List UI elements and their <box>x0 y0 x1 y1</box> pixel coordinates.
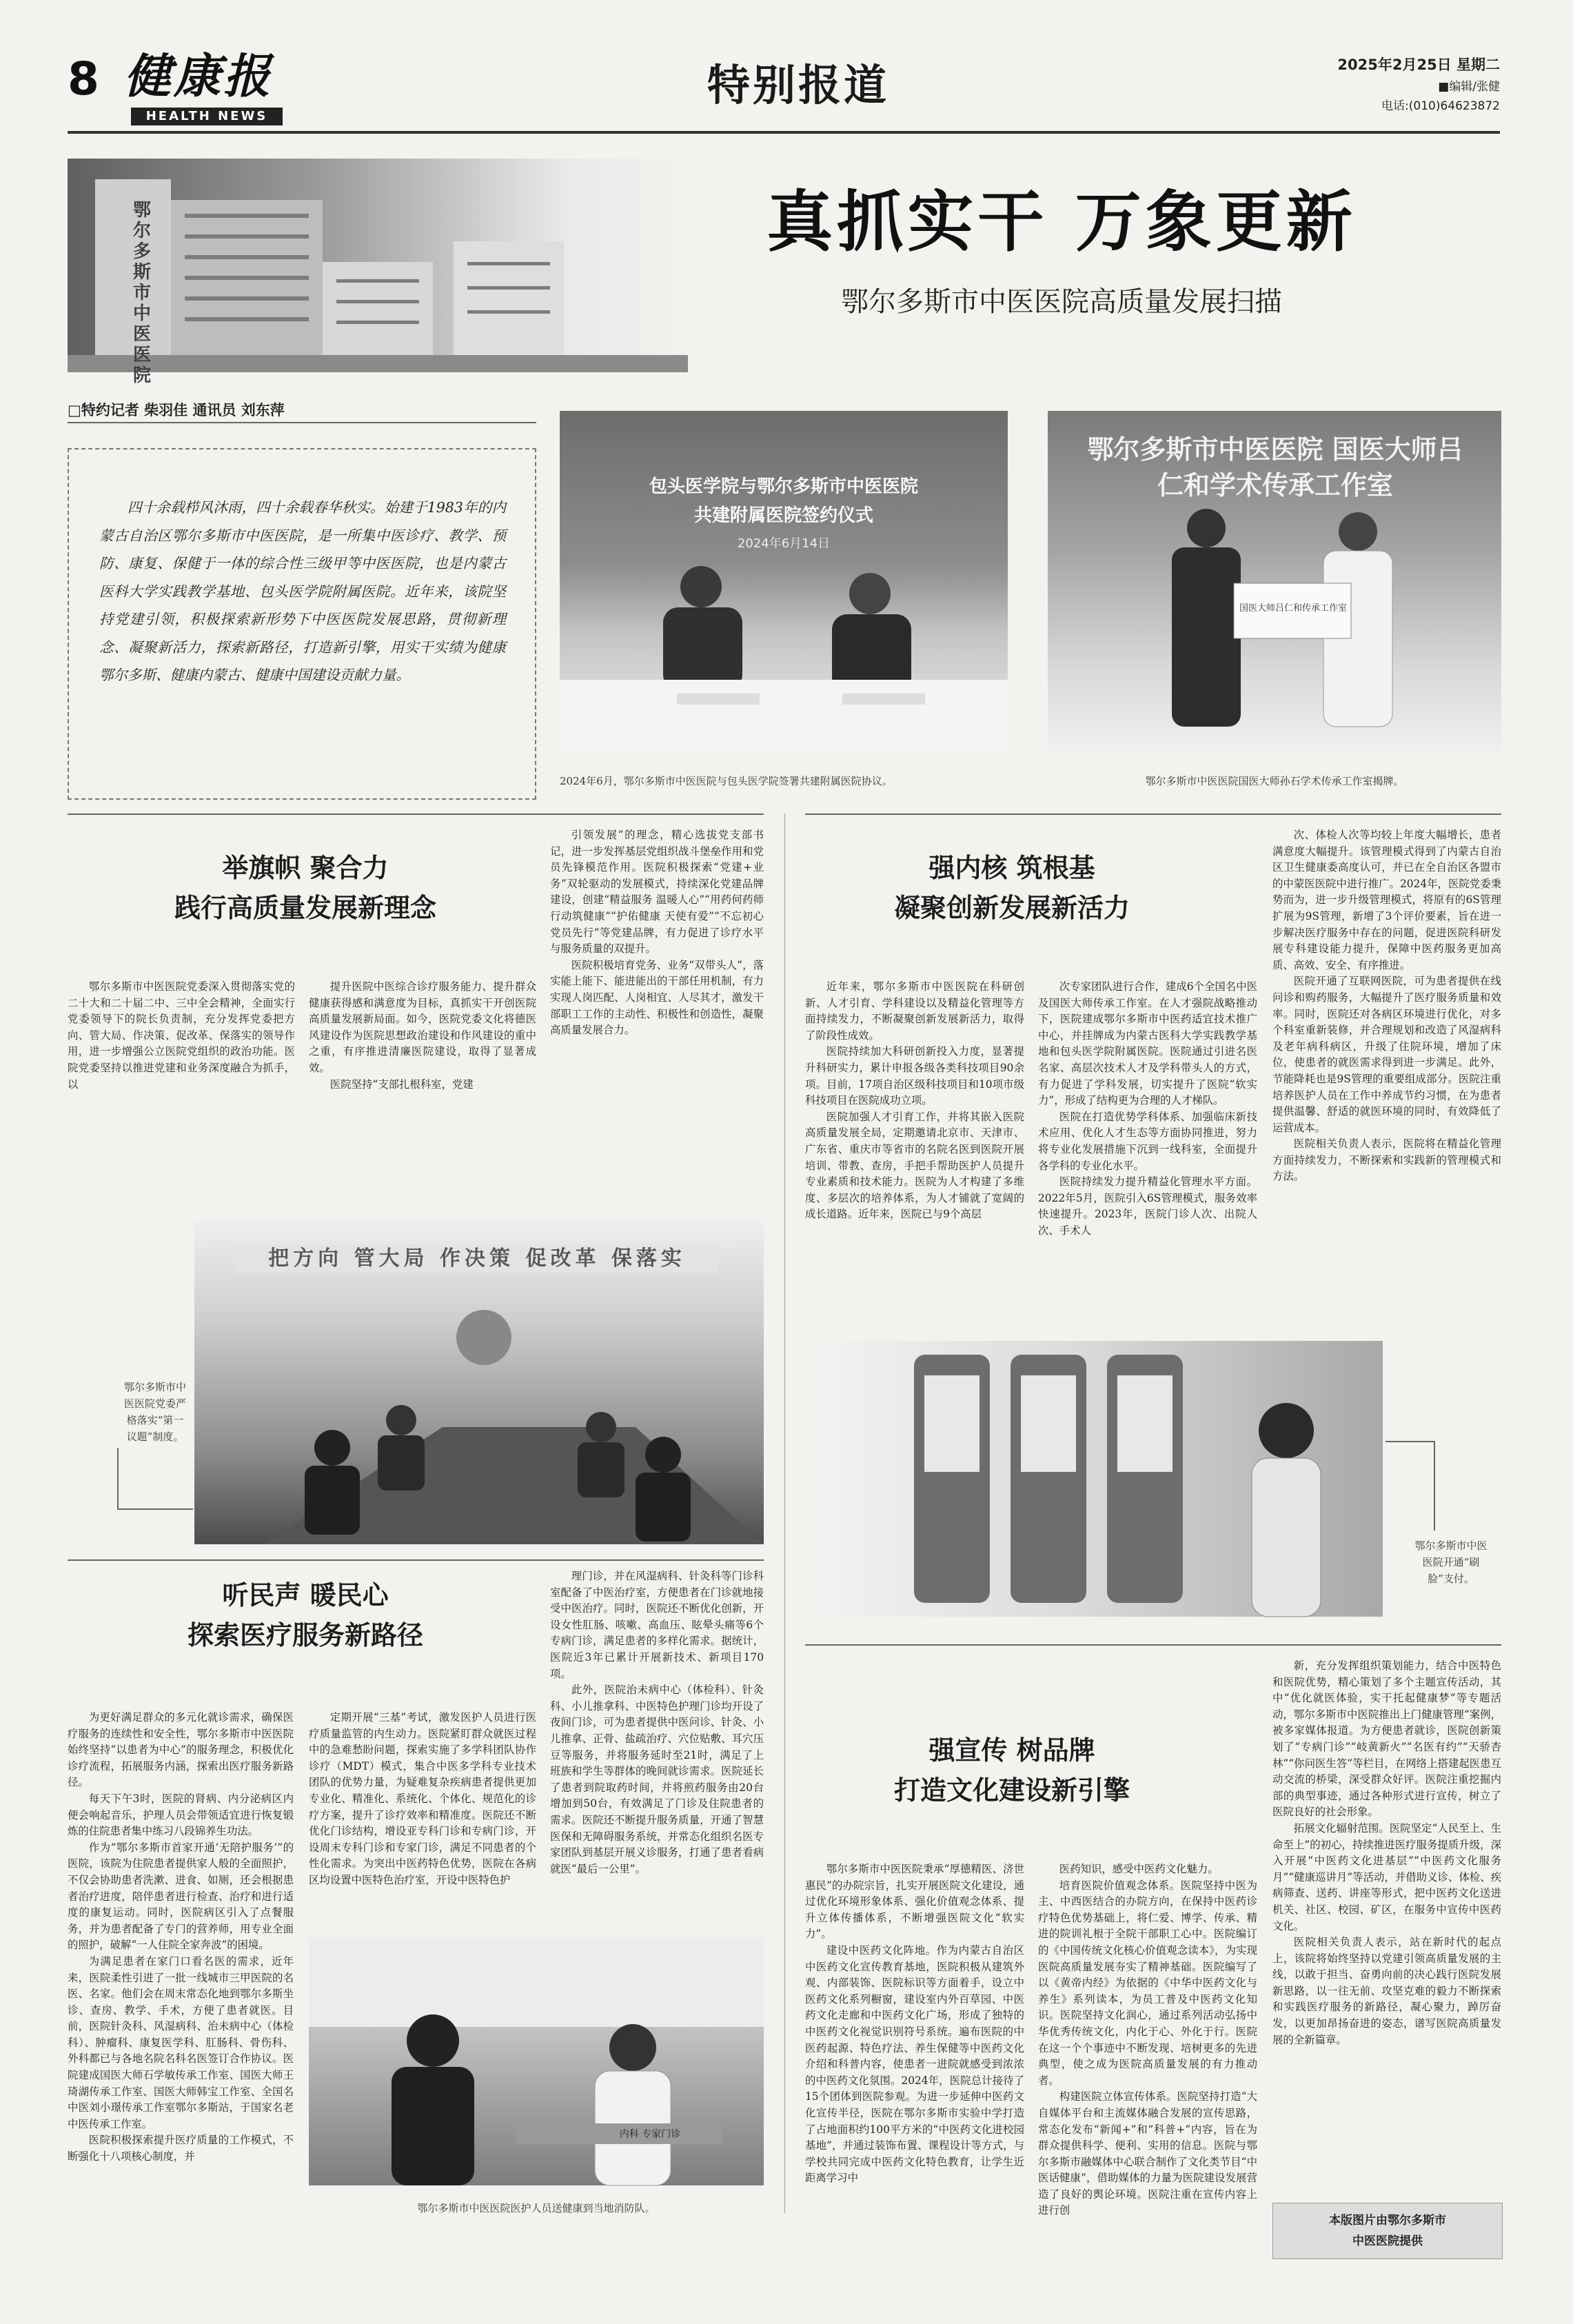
paragraph: 理门诊，并在风湿病科、针灸科等门诊科室配备了中医治疗室，方便患者在门诊就地接受中医治疗。同时，医院还不断优化创新，开设女性肛肠、咳嗽、高血压、眩晕头痛等6个专病门诊，满足患者的多样化需求。据统计，医院近3年已累计开展新技术、新项目170项。 <box>550 1570 764 1680</box>
paragraph: 为更好满足群众的多元化就诊需求，确保医疗服务的连续性和安全性，鄂尔多斯市中医医院始终坚持“以患者为中心”的服务理念，积极优化诊疗流程，拓展服务内涵，探索出医疗服务新路径。 <box>68 1711 294 1789</box>
paragraph: 鄂尔多斯市中医医院党委深入贯彻落实党的二十大和二十届二中、三中全会精神，全面实行党委领导下的院长负责制，充分发挥党委把方向、管大局、作决策、促改革、保落实的领导作用，进一步增强公立医院党组织的政治功能。医院党委坚持以推进党建和业务深度融合为抓手，以 <box>68 980 295 1091</box>
paragraph: 医院在打造优势学科体系、加强临床新技术应用、优化人才生态等方面协同推进，努力将专业化发展措施下沉到一线科室，全面提升各学科的专业化水平。 <box>1038 1110 1257 1172</box>
section4-col1 <box>805 1861 1024 2275</box>
section1-title-line1: 举旗帜 聚合力 <box>222 853 389 883</box>
studio-wall-text: 鄂尔多斯市中医医院 国医大师吕仁和学术传承工作室 <box>1087 434 1463 501</box>
section3-col3 <box>550 1568 764 1923</box>
kiosk-caption-pointer <box>1434 1441 1435 1530</box>
paragraph: 次、体检人次等均较上年度大幅增长，患者满意度大幅提升。该管理模式得到了内蒙古自治区卫生健康委高度认可，并已在全自治区各盟市的中蒙医医院中进行推广。2024年，医院党委秉势而为，进一步升级管理模式，将原有的6S管理扩展为9S管理，新增了3个评价要素，旨在进一步解决医疗服务中存在的问题，促进医院科研发展专科建设能力提升，保障中医药服务更加高质、高效、安全、有序推进。 <box>1272 829 1501 971</box>
section1-col2 <box>309 979 536 1200</box>
paragraph: 医院积极探索提升医疗质量的工作模式，不断强化十八项核心制度，并 <box>68 2134 294 2163</box>
building-sign: 鄂尔多斯市中医医院 <box>133 200 152 386</box>
doctor-sign: 内科 专家门诊 <box>619 2129 681 2140</box>
paragraph: 医药知识，感受中医药文化魅力。 <box>1059 1863 1219 1875</box>
kiosk-caption-pointer-h <box>1386 1441 1435 1442</box>
paragraph: 作为“鄂尔多斯市首家开通‘无陪护服务’”的医院，该院为住院患者提供家人般的全面照护，不仅会协助患者洗漱、进食、如厕，还会根据患者治疗进度，陪伴患者进行检查、治疗和进行适度的康复运动。同时，医院病区引入了点餐服务，并为患者配备了专门的营养师，用专业全面的照护，破解“一人住院全家奔波”的困境。 <box>68 1841 294 1952</box>
paragraph: 医院开通了互联网医院，可为患者提供在线问诊和购药服务，大幅提升了医疗服务质量和效率。同时，医院还对各病区环境进行优化，对多个科室重新装修，并合理规划和改造了风湿病科及老年病科病区，升级了住院环境，增加了床位，使患者的就医需求得到进一步满足。此外，节能降耗也是9S管理的重要组成部分。医院注重培养医护人员在工作中养成节约习惯，在为患者提供温馨、舒适的就医环境的同时，有效降低了运营成本。 <box>1272 975 1501 1134</box>
photo-credit-line2: 中医医院提供 <box>1352 2234 1423 2248</box>
section1-title-line2: 践行高质量发展新理念 <box>174 893 436 923</box>
section3-title-line2: 探索医疗服务新路径 <box>187 1620 423 1650</box>
phone-line: 电话:(010)64623872 <box>1381 99 1500 113</box>
intro-box <box>68 448 536 800</box>
paragraph: 拓展文化辐射范围。医院坚定“人民至上、生命至上”的初心，持续推进医疗服务提质升级，深入开展“中医药文化进基层”“中医药文化服务月”“健康巡讲月”等活动，并借助义诊、体检、疾病筛查、送药、讲座等形式，把中医药文化送进机关、社区、校园、矿区，在服务中宣传中医药文化。 <box>1272 1821 1501 1932</box>
paragraph: 次专家团队进行合作，建成6个全国名中医及国医大师传承工作室。在人才强院战略推动下，医院建成鄂尔多斯市中医药适宜技术推广中心，并挂牌成为内蒙古医科大学实践教学基地和包头医学院附属医院。医院通过引进名医名家、高层次技术人才及学科带头人的方式，有力促进了学科发展，切实提升了医院“软实力”，形成了结构更为合理的人才梯队。 <box>1038 980 1257 1107</box>
hospital-building-photo <box>68 159 688 386</box>
editor-line: ■编辑/张健 <box>1438 80 1500 94</box>
signing-banner-line1: 包头医学院与鄂尔多斯市中医医院 <box>649 476 918 497</box>
party-wall-slogan: 把方向 管大局 作决策 促改革 保落实 <box>236 1245 718 1273</box>
paragraph: 为满足患者在家门口看名医的需求，近年来，医院柔性引进了一批一线城市三甲医院的名医、名家。他们会在周末常态化地到鄂尔多斯坐诊、查房、教学、手术，方便了患者就医。目前，医院针灸科、风湿病科、治未病中心（体检科）、肿瘤科、康复医学科、肛肠科、骨伤科、外科都已与各地名院名科名医签订合作协议。医院建成国医大师石学敏传承工作室、国医大师王琦湖传承工作室、国医大师韩宝工作室、全国名中医刘小璟传承工作室鄂尔多斯站，于国家名老中医传承工作室。 <box>68 1954 294 2130</box>
section1-col3 <box>550 827 764 1200</box>
section2-title-line1: 强内核 筑根基 <box>928 853 1095 883</box>
masthead <box>68 48 1500 128</box>
paragraph: 引领发展”的理念，精心选拔党支部书记，进一步发挥基层党组织战斗堡垒作用和党员先锋模范作用。医院积极探索“党建+业务”双轮驱动的发展模式，持续深化党建品牌建设，创建“精益服务 温暖人心”“用药何药师 行动筑健康”“护佑健康 天使有爱”“不忘初心 党员先行”等党建品牌，有力促进了诊疗水平与服务质量的双提升。 <box>550 829 764 956</box>
party-meeting-figures <box>194 1220 764 1544</box>
paragraph: 此外，医院治未病中心（体检科）、针灸科、小儿推拿科、中医特色护理门诊均开设了夜间门诊，可为患者提供中医问诊、针灸、小儿推拿、正骨、盐疏治疗、穴位贴敷、耳穴压豆等服务，并将服务延时至21时，满足了上班族和学生等群体的晚间就诊需求。医院延长了患者到院取药时间，并将煎药服务由20台增加到50台，有效满足了门诊及住院患者的需求。医院还不断提升服务质量，开通了智慧医保和无障碍服务系统，并常态化组织名医专家团队到基层开展义诊服务，打通了患者看病就医“最后一公里”。 <box>550 1684 764 1875</box>
photo-credit-box <box>1272 2203 1503 2259</box>
paragraph: 医院积极培育党务、业务“双带头人”，落实能上能下、能进能出的干部任用机制，有力实现人岗匹配、人岗相宜、人尽其才，激发干部职工工作的主动性、积极性和创造性，凝聚高质量发展合力。 <box>550 958 764 1037</box>
signing-banner-date: 2024年6月14日 <box>737 536 831 551</box>
section4-title-line2: 打造文化建设新引擎 <box>893 1775 1130 1806</box>
paragraph: 培育医院价值观念体系。医院坚持中医为主、中西医结合的办院方向，在保持中医药诊疗特色优势基础上，将仁爱、博学、传承、精进的院训礼根于全院干部职工心中。医院编订的《中国传统文化核心价值观念读本》，为实现医院高质量发展夯实了精神基础。医院编写了以《黄帝内经》为依据的《中华中医药文化与养生》系列读本，为员工普及中医药文化知识。医院坚持文化润心，通过系列活动弘扬中华优秀传统文化，内化于心、外化于行。医院在这一个个事迹中不断发现、培树更多的先进典型，使之成为医院高质量发展的有力推动者。 <box>1038 1879 1257 2087</box>
signing-caption: 2024年6月，鄂尔多斯市中医医院与包头医学院签署共建附属医院协议。 <box>560 775 893 787</box>
section4-col2 <box>1038 1861 1257 2275</box>
paragraph: 定期开展“三基”考试，激发医护人员进行医疗质量监管的内生动力。医院紧盯群众就医过程中的急难愁盼问题，探索实施了多学科团队协作诊疗（MDT）模式，集合中医多学科专业技术团队的优势力量，为疑难复杂疾病患者提供更加专业化、精准化、系统化、个体化、规范化的诊疗方案，提升了诊疗效率和精准度。医院还不断优化门诊结构，增设亚专科门诊和专病门诊，开设周末专科门诊和专家门诊，满足不同患者的个性化需求。为突出中医药特色优势，医院在各病区均设置中医特色治疗室，开设中医特色护 <box>309 1711 536 1886</box>
paragraph: 近年来，鄂尔多斯市中医医院在科研创新、人才引育、学科建设以及精益化管理等方面持续发力，不断凝聚创新发展新活力，取得了阶段性成效。 <box>805 980 1024 1042</box>
issue-date: 2025年2月25日 星期二 <box>1337 57 1500 73</box>
paragraph: 新，充分发挥组织策划能力，结合中医特色和医院优势，精心策划了多个主题宣传活动，其中“优化就医体验，实干托起健康梦”等专题活动，鄂尔多斯市中医院推出上门健康管理“案例，被多家媒体报道。为方便患者就诊，医院创新策划了“专病门诊”“岐黄新火”“名医有约”“天骄杏林”“你问医生答”等栏目，在网络上搭建起医患互动交流的桥梁，深受群众好评。医院注重挖掘内部的典型事迹，通过各种形式进行宣传，树立了医院良好的社会形象。 <box>1272 1659 1501 1819</box>
building-illustration <box>68 159 688 372</box>
row1-rule-left <box>68 814 764 815</box>
intro-text: 四十余载栉风沐雨，四十余载春华秋实。始建于1983年的内蒙古自治区鄂尔多斯市中医医院，是一所集中医诊疗、教学、预防、康复、保健于一体的综合性三级甲等中医医院，也是内蒙古医科大学实践教学基地、包头医学院附属医院。近年来，该院坚持党建引领，积极探索新形势下中医医院发展思路，贯彻新理念、凝聚新活力，探索新路径，打造新引擎，用实干实绩为健康鄂尔多斯、健康内蒙古、健康中国建设贡献力量。 <box>99 499 506 683</box>
signing-figures <box>560 411 1008 754</box>
paragraph: 医院加强人才引育工作，并将其嵌入医院高质量发展全局，定期邀请北京市、天津市、广东省、重庆市等省市的名院名医到医院开展培训、带教、查房，手把手帮助医护人员提升专业素质和技术能力。医院为人才构建了多维度、多层次的培养体系，为人才铺就了宽阔的成长道路。近年来，医院已与9个高层 <box>805 1110 1024 1221</box>
signing-ceremony-photo <box>560 411 1008 754</box>
section2-title-line2: 凝聚创新发展新活力 <box>893 893 1130 923</box>
section2-col3 <box>1272 827 1501 1324</box>
fire-station-clinic-photo <box>309 1937 764 2185</box>
section2-heading <box>805 848 1219 928</box>
paper-name-logo: 健康报 <box>124 49 274 104</box>
section4-col3 <box>1272 1658 1501 2172</box>
photo-credit-line1: 本版图片由鄂尔多斯市 <box>1329 2214 1446 2227</box>
center-vertical-rule <box>784 814 785 2213</box>
byline-rule <box>68 422 536 423</box>
section3-heading <box>68 1575 543 1655</box>
studio-figures <box>1048 411 1501 754</box>
section-title: 特别报道 <box>707 60 889 110</box>
row2-rule-left <box>68 1559 764 1561</box>
paragraph: 提升医院中医综合诊疗服务能力、提升群众健康获得感和满意度为目标，真抓实干开创医院高质量发展新局面。如今，医院党委文化将德医风建设作为医院思想政治建设和作风建设的重中之重，有序推进清廉医院建设，取得了显著成效。 <box>309 980 536 1074</box>
studio-caption: 鄂尔多斯市中医医院国医大师孙石学术传承工作室揭牌。 <box>1145 775 1404 787</box>
section3-col2 <box>309 1710 536 1923</box>
party-caption-pointer-h <box>117 1508 193 1510</box>
section2-col1 <box>805 979 1024 1324</box>
section1-col1 <box>68 979 295 1200</box>
section2-col2 <box>1038 979 1257 1324</box>
masthead-rule <box>68 131 1500 134</box>
party-caption-pointer <box>117 1448 119 1510</box>
paragraph: 每天下午3时，医院的肾病、内分泌病区内便会响起音乐，护理人员会带领适宜进行恢复锻炼的住院患者集中练习八段锦养生功法。 <box>68 1792 294 1838</box>
page-number: 8 <box>68 52 99 105</box>
byline: □特约记者 柴羽佳 通讯员 刘东萍 <box>68 402 285 418</box>
kiosk-illustration <box>811 1341 1383 1617</box>
party-meeting-photo <box>194 1220 764 1544</box>
studio-board: 国医大师吕仁和传承工作室 <box>1239 603 1348 614</box>
paper-name-en: HEALTH NEWS <box>131 108 283 125</box>
studio-unveiling-photo <box>1048 411 1501 754</box>
main-subtitle: 鄂尔多斯市中医医院高质量发展扫描 <box>841 286 1282 318</box>
kiosk-caption: 鄂尔多斯市中医医院开通“刷脸”支付。 <box>1414 1539 1488 1585</box>
party-caption: 鄂尔多斯市中医医院党委严格落实“第一议题”制度。 <box>124 1381 187 1443</box>
section1-heading <box>68 848 543 928</box>
row2-rule-right <box>805 1644 1501 1646</box>
paragraph: 医院持续发力提升精益化管理水平方面。2022年5月，医院引入6S管理模式，服务效率快速提升。2023年，医院门诊人次、出院人次、手术人 <box>1038 1175 1257 1237</box>
clinic-illustration <box>309 1937 764 2185</box>
paragraph: 建设中医药文化阵地。作为内蒙古自治区中医药文化宣传教育基地，医院积极从建筑外观、内部装饰、医院标识等方面着手，设立中医药文化系列橱窗，建设室内外百草园、中医药文化走廊和中医药文化广场，形成了独特的中医药文化视觉识别符号系统。遍布医院的中医药起源、特色疗法、养生保健等中医药文化介绍和科普内容，使患者一进院就感受到浓浓的中医药文化氛围。2024年，医院总计接待了15个团体到医院参观。为进一步延伸中医药文化宣传半径，医院在鄂尔多斯市实验中学打造了占地面积约100平方米的“中医药文化进校园基地”，并通过装饰布置、课程设计等方式，与学校共同完成中医药文化特色教育，让学生近距离学习中 <box>805 1943 1024 2185</box>
signing-banner-line2: 共建附属医院签约仪式 <box>693 505 873 526</box>
paragraph: 医院相关负责人表示，医院将在精益化管理方面持续发力，不断探索和实践新的管理模式和方法。 <box>1272 1138 1501 1183</box>
row1-rule-right <box>805 814 1501 815</box>
paragraph: 鄂尔多斯市中医医院秉承“厚德精医、济世惠民”的办院宗旨，扎实开展医院文化建设，通过优化环境形象体系、强化价值观念体系、提升立体传播体系，不断增强医院文化“软实力”。 <box>805 1863 1024 1941</box>
paragraph: 医院持续加大科研创新投入力度，显著提升科研实力，累计申报各级各类科技项目90余项。目前，17项自治区级科技项目和10项市级科技项目在医院成功立项。 <box>805 1045 1024 1107</box>
section4-heading <box>805 1730 1219 1810</box>
clinic-caption: 鄂尔多斯市中医医院医护人员送健康到当地消防队。 <box>417 2202 656 2214</box>
main-headline: 真抓实干 万象更新 <box>767 183 1357 261</box>
section4-title-line1: 强宣传 树品牌 <box>928 1735 1095 1766</box>
section3-col1 <box>68 1710 294 2275</box>
paragraph: 医院相关负责人表示，站在新时代的起点上，该院将始终坚持以党建引领高质量发展的主线，以敢于担当、奋勇向前的决心践行医院发展新思路，以一往无前、攻坚克难的毅力不断探索和实践医疗服务的新路径，凝心聚力，踔厉奋发，以更加昂扬奋进的姿态，谱写医院高质量发展的全新篇章。 <box>1272 1936 1501 2046</box>
face-payment-kiosk-photo <box>811 1341 1383 1617</box>
paragraph: 医院坚持“支部扎根科室，党建 <box>329 1078 474 1091</box>
paragraph: 构建医院立体宣传体系。医院坚持打造“大自媒体平台和主流媒体融合发展的宣传思路，常态化发布“新闻+”和“科普+”内容，旨在为群众提供科学、便利、实用的信息。医院与鄂尔多斯市融媒体中心联合制作了文化类节目“中医话健康”，借助媒体的力量为医院建设发展营造了良好的舆论环境。医院注重在宣传内容上进行创 <box>1038 2090 1257 2217</box>
section3-title-line1: 听民声 暖民心 <box>222 1580 389 1610</box>
